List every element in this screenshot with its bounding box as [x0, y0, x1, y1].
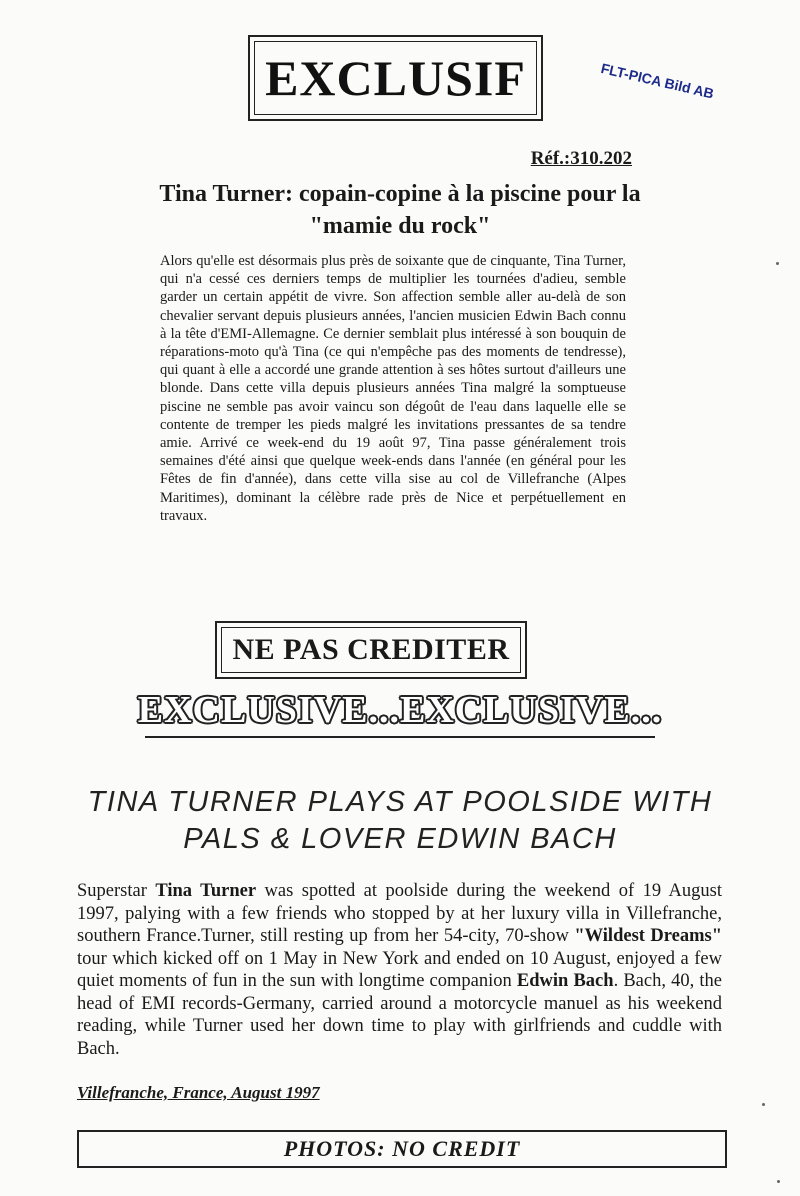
paper-speck — [776, 262, 779, 265]
paper-speck — [762, 1103, 765, 1106]
exclusive-banner: EXCLUSIVE...EXCLUSIVE... — [137, 689, 663, 731]
no-credit-fr-label: NE PAS CREDITER — [221, 627, 521, 673]
photos-no-credit-box: PHOTOS: NO CREDIT — [77, 1130, 727, 1168]
english-body-part1: Superstar — [77, 881, 156, 901]
english-body-part2: was spotted at poolside during the weekend of 19 August 1997, palying with a few friends who stopped by at her luxury villa in Villefranche, southern France.Turner, still resting up from her 54-city, 70-show — [77, 881, 723, 946]
english-name-tina: Tina Turner — [155, 881, 257, 901]
exclusif-title-box — [248, 35, 543, 121]
english-headline-line2: PALS & LOVER EDWIN BACH — [183, 823, 617, 855]
exclusif-title: EXCLUSIF — [254, 41, 537, 115]
dateline: Villefranche, France, August 1997 — [77, 1083, 320, 1102]
english-headline — [80, 784, 720, 858]
english-body-part3: tour which kicked off on 1 May in New York and ended on 10 August, enjoyed a few quiet moments of fun in the sun with longtime companion — [77, 948, 722, 991]
no-credit-fr-box — [215, 621, 527, 679]
french-headline: Tina Turner: copain-copine à la piscine pour la "mamie du rock" — [159, 181, 641, 239]
reference-number: Réf.:310.202 — [530, 148, 632, 169]
english-body-part4: . Bach, 40, the head of EMI records-Germany, carried around a motorcycle manuel as his weekend reading, while Turner used her down time to play with girlfriends and cuddle with Bach. — [77, 971, 722, 1059]
exclusive-underline — [145, 736, 655, 738]
english-name-edwin: Edwin Bach — [516, 971, 614, 991]
agency-stamp: FLT-PICA Bild AB — [599, 60, 716, 102]
english-headline-line1: TINA TURNER PLAYS AT POOLSIDE WITH — [87, 786, 713, 818]
english-tour-name: "Wildest Dreams" — [574, 926, 723, 946]
french-body-text: Alors qu'elle est désormais plus près de soixante que de cinquante, Tina Turner, qui n'a cessé ces derniers temps de multiplier les tournées d'adieu, semble garder un certain appétit de vivre. Son affection semble aller au-delà de son chevalier servant depuis plusieurs années, l'ancien musicien Edwin Bach connu à la tête d'EMI-Allemagne. Ce dernier semblait plus intéressé à son bouquin de réparations-moto qu'à Tina (ce qui n'empêche pas des moments de tendresse), qui quant à elle a accordé une grande attention à ses hôtes surtout d'ailleurs une blonde. Dans cette villa depuis plusieurs années Tina malgré la somptueuse piscine ne semble pas avoir vaincu son dégoût de l'eau dans laquelle elle se contente de tremper les pieds malgré les invitations pressantes de sa tendre amie. Arrivé ce week-end du 19 août 97, Tina passe généralement trois semaines d'été ainsi que quelque week-ends dans l'année (en général pour les Fêtes de fin d'année), dans cette villa sise au col de Villefranche (Alpes Maritimes), dominant la célèbre rade près de Nice et perpétuellement en travaux. — [160, 253, 626, 524]
paper-speck — [777, 1180, 780, 1183]
english-body-text — [77, 880, 722, 1060]
